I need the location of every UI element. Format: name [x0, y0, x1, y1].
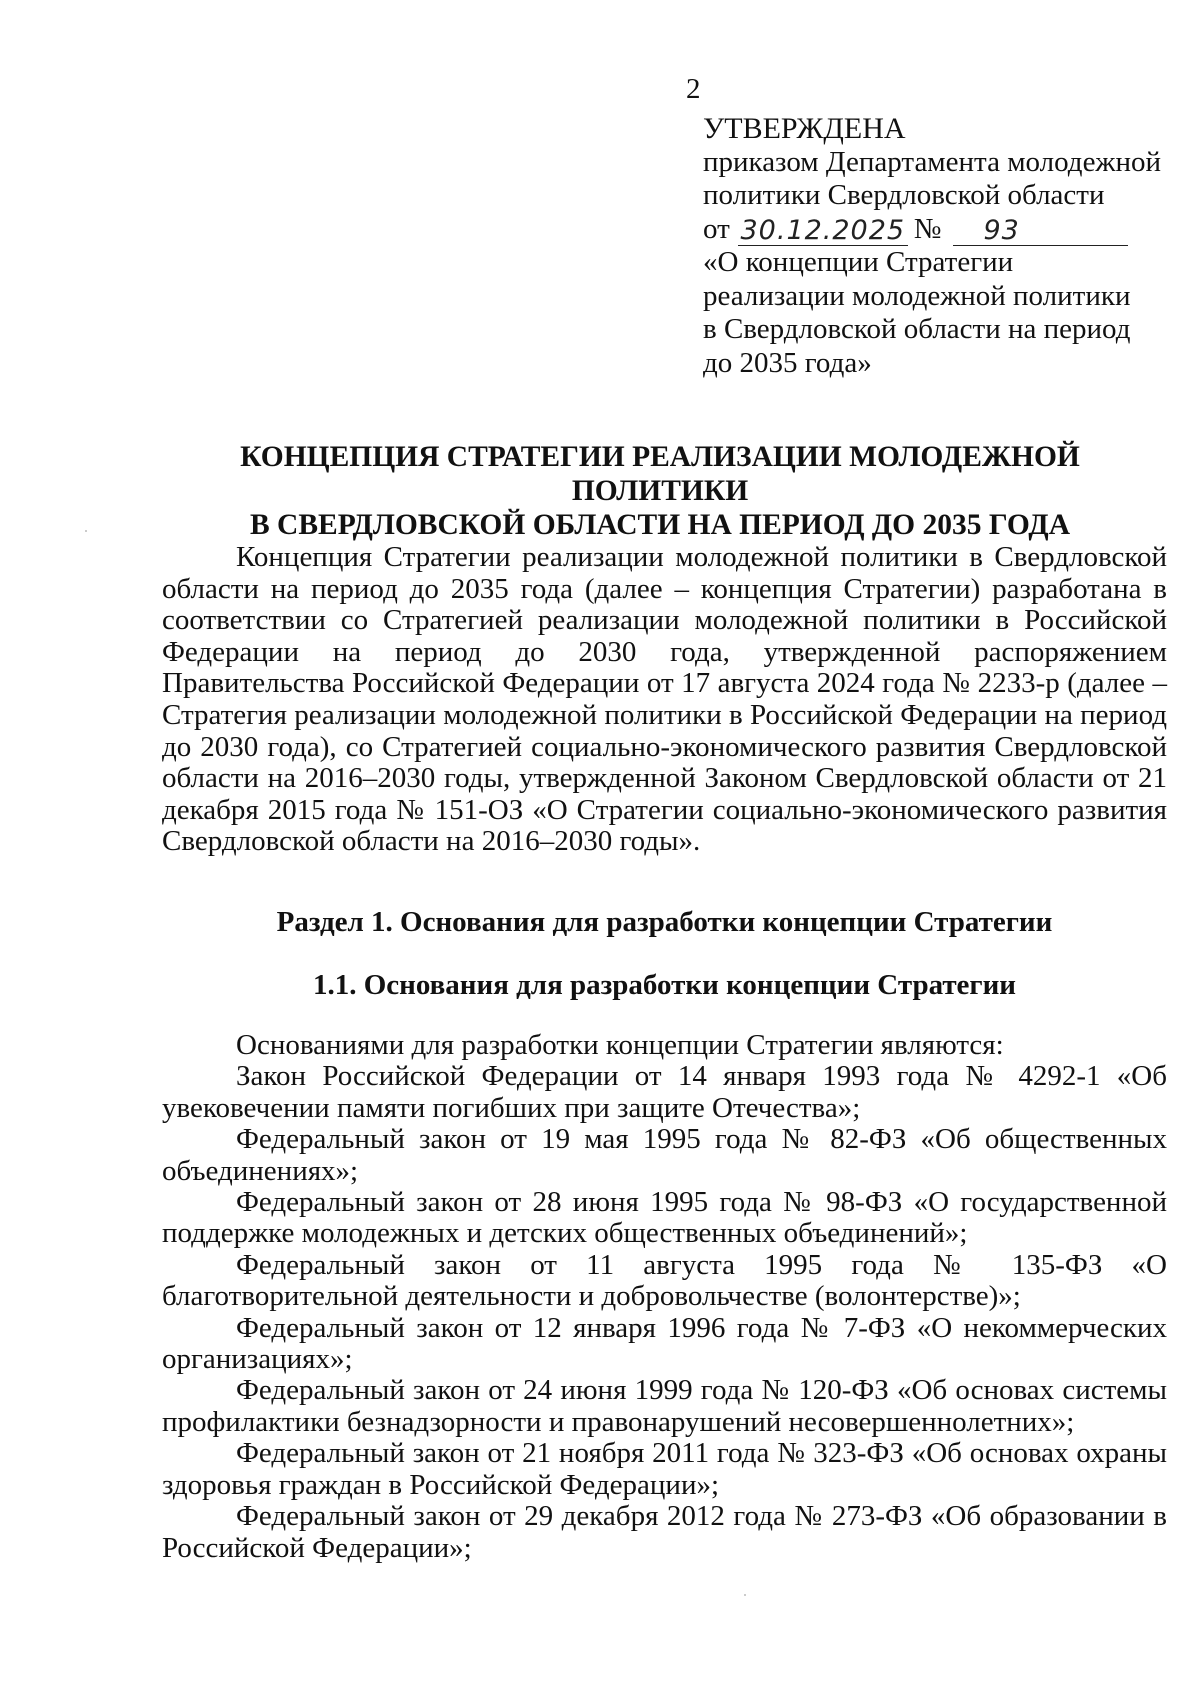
intro-section [162, 542, 1167, 858]
number-label: № [913, 212, 942, 245]
list-item: Федеральный закон от 28 июня 1995 года № 98-ФЗ «О государственной поддержке молодежных и детских общественных объединений»; [162, 1186, 1167, 1250]
approval-subject-2: реализации молодежной политики [703, 279, 1131, 312]
list-item: Федеральный закон от 24 июня 1999 года № 120-ФЗ «Об основах системы профилактики безнадзорности и правонарушений несовершеннолетних»; [162, 1374, 1167, 1438]
handwritten-number: 93 [953, 217, 1128, 246]
list-item: Федеральный закон от 29 декабря 2012 года № 273-ФЗ «Об образовании в Российской Федерации»; [162, 1500, 1167, 1564]
approval-subject-1: «О концепции Стратегии [703, 246, 1014, 278]
list-item: Федеральный закон от 12 января 1996 года № 7-ФЗ «О некоммерческих организациях»; [162, 1311, 1167, 1376]
list-item: Федеральный закон от 19 мая 1995 года № 82-ФЗ «Об общественных объединениях»; [162, 1123, 1167, 1187]
from-label: от [703, 212, 730, 245]
approval-block [703, 112, 1173, 380]
bases-intro: Основаниями для разработки концепции Стратегии являются: [236, 1029, 1004, 1061]
list-item: Закон Российской Федерации от 14 января 1993 года № 4292-1 «Об увековечении памяти погибших при защите Отечества»; [162, 1060, 1167, 1124]
list-item: Федеральный закон от 11 августа 1995 года № 135-ФЗ «О благотворительной деятельности и добровольчестве (волонтерстве)»; [162, 1248, 1167, 1313]
intro-paragraph: Концепция Стратегии реализации молодежной политики в Свердловской области на период до 2035 года (далее – концепция Стратегии) разработана в соответствии со Стратегией реализации молодежной политики в Российской Федерации на период до 2030 года, утвержденной распоряжением Правительства Российской Федерации от 17 августа 2024 года № 2233-р (далее – Стратегия реализации молодежной политики в Российской Федерации на период до 2030 года), со Стратегией социально-экономического развития Свердловской области на 2016–2030 годы, утвержденной Законом Свердловской области от 21 декабря 2015 года № 151-ОЗ «О Стратегии социально-экономического развития Свердловской области на 2016–2030 годы». [162, 541, 1167, 858]
page-number: 2 [686, 73, 701, 105]
scan-speck [85, 530, 87, 532]
handwritten-date: 30.12.2025 [738, 217, 908, 246]
bases-list [162, 1030, 1167, 1564]
approval-date-number-row [703, 213, 1173, 247]
document-title-line-2: В СВЕРДЛОВСКОЙ ОБЛАСТИ НА ПЕРИОД ДО 2035 ГОДА [250, 509, 1070, 541]
section-1-title: Раздел 1. Основания для разработки концепции Стратегии [276, 906, 1053, 938]
approval-subject-4: до 2035 года» [703, 346, 872, 379]
scan-speck [744, 1594, 746, 1596]
document-title-line-1: КОНЦЕПЦИЯ СТРАТЕГИИ РЕАЛИЗАЦИИ МОЛОДЕЖНОЙ ПОЛИТИКИ [240, 441, 1080, 507]
approval-subject-3: в Свердловской области на период [703, 313, 1131, 345]
subsection-1-1-title: 1.1. Основания для разработки концепции Стратегии [312, 969, 1017, 1001]
list-item: Федеральный закон от 21 ноября 2011 года № 323-ФЗ «Об основах охраны здоровья граждан в Российской Федерации»; [162, 1437, 1167, 1501]
approval-line-1: приказом Департамента молодежной [703, 145, 1162, 178]
document-title [150, 440, 1170, 542]
approval-heading: УТВЕРЖДЕНА [703, 112, 906, 145]
approval-line-2: политики Свердловской области [703, 179, 1105, 211]
